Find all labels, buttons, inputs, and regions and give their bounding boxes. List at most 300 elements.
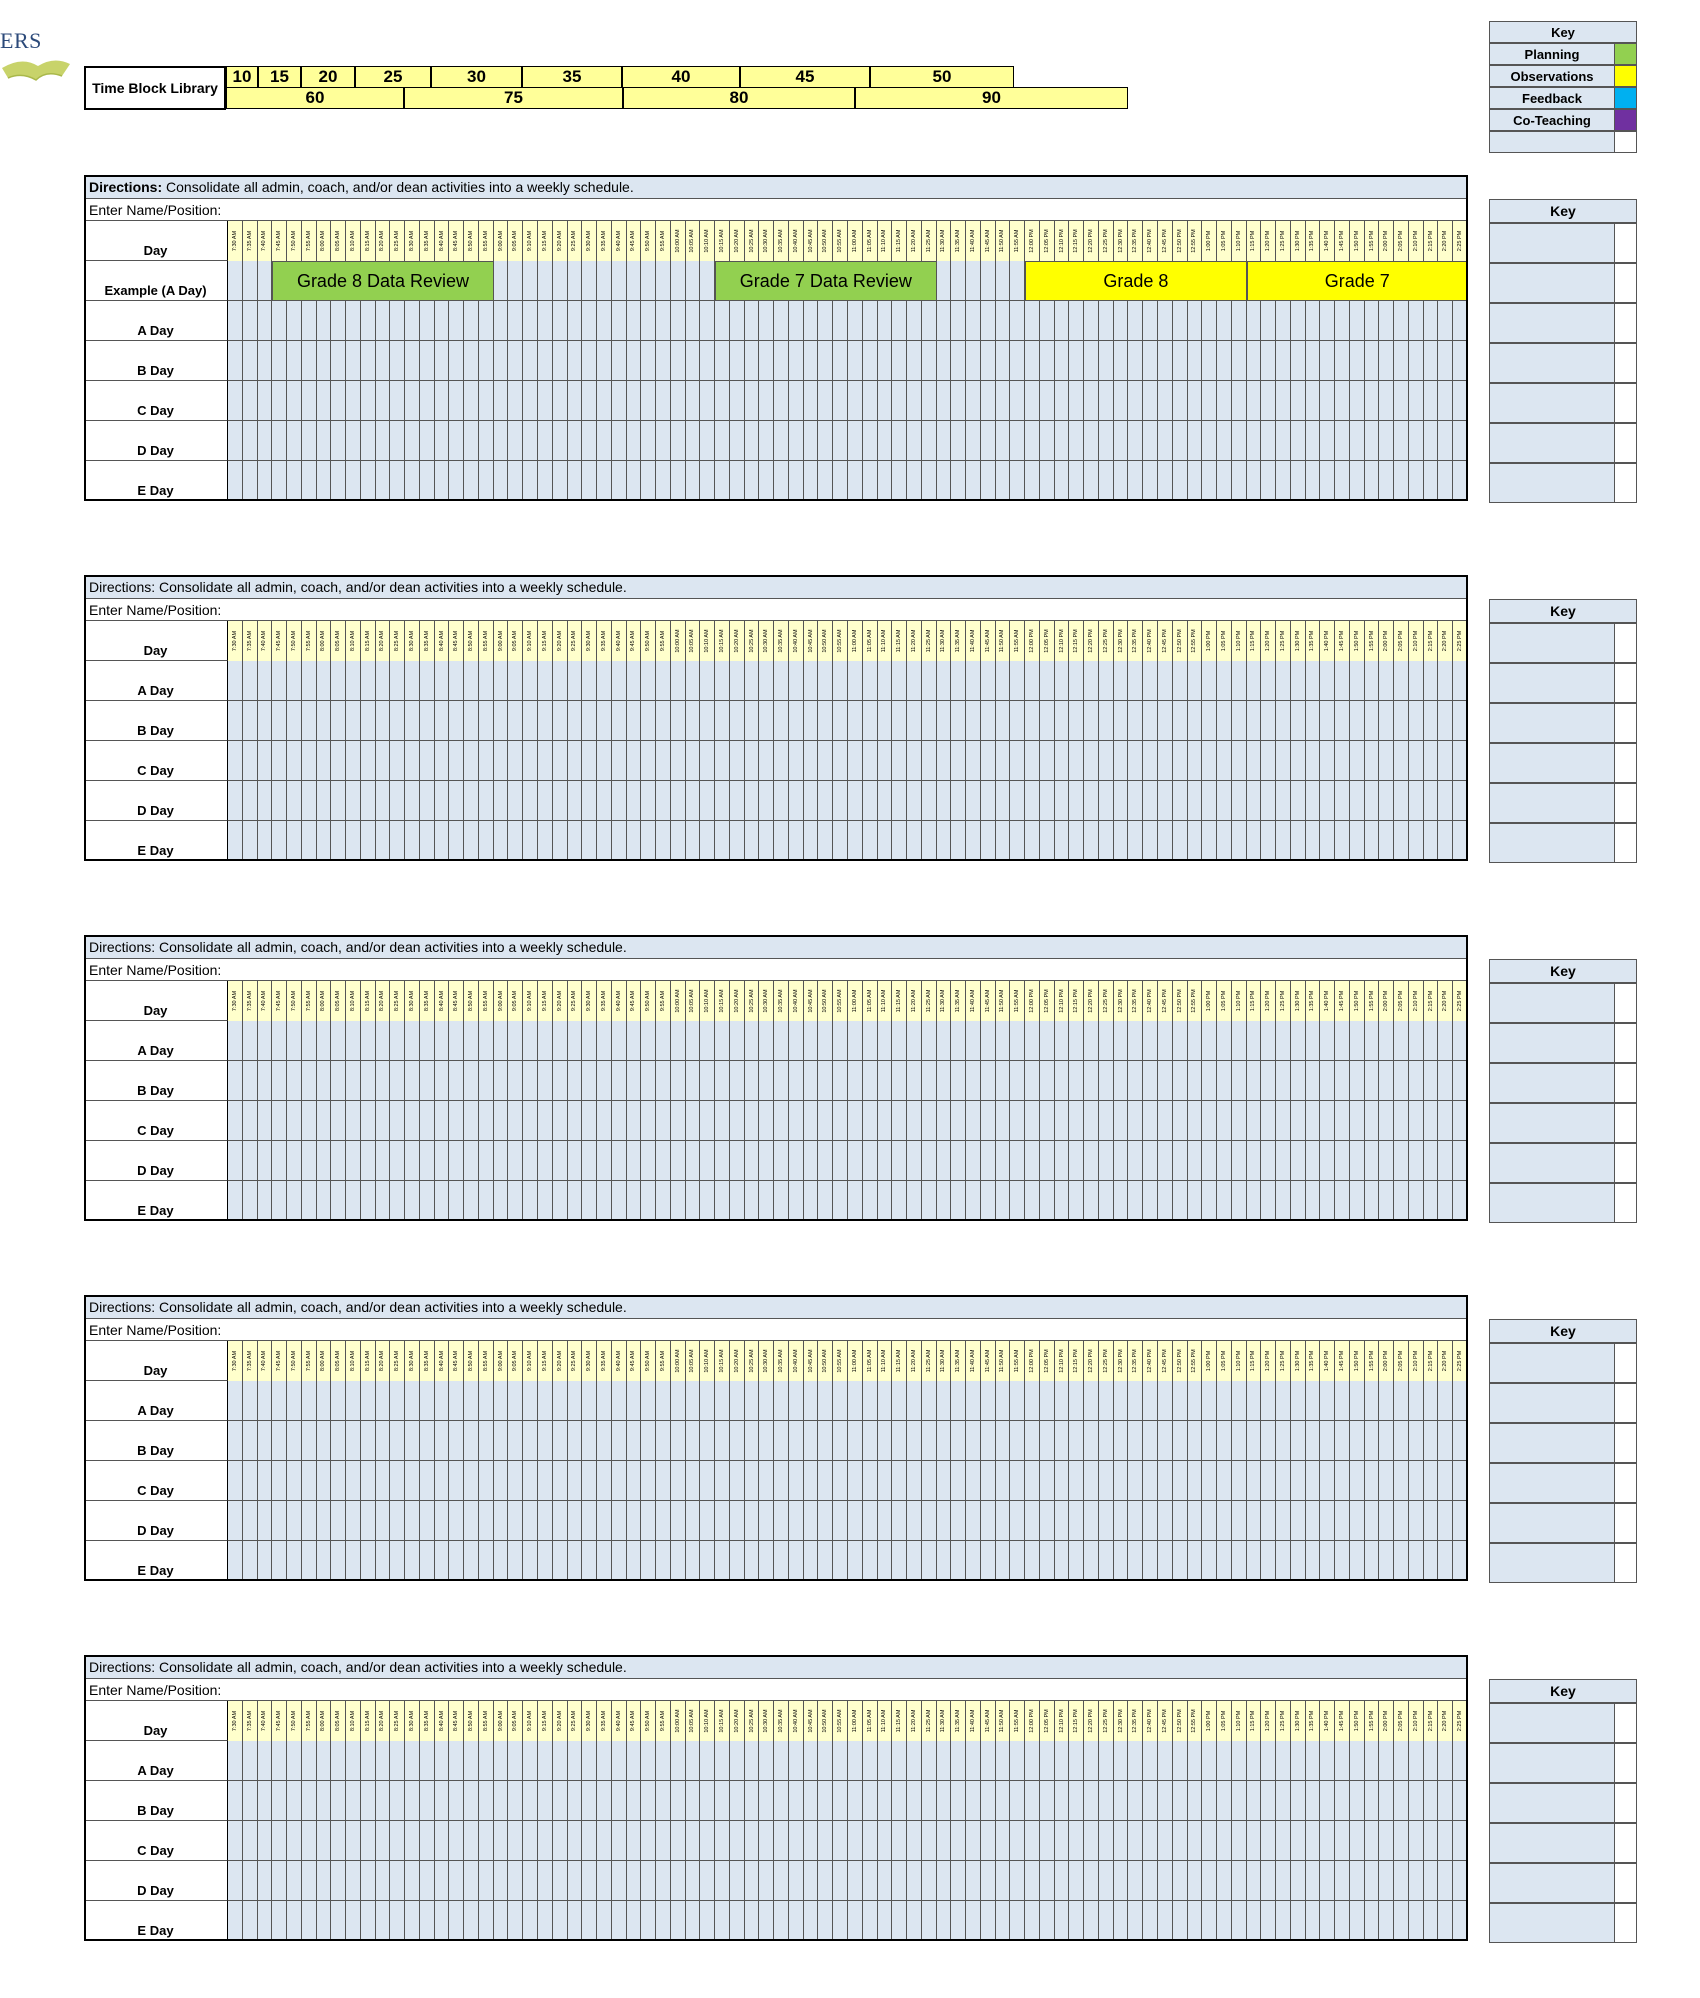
- schedule-cell[interactable]: [582, 1021, 597, 1061]
- schedule-cell[interactable]: [420, 421, 435, 461]
- schedule-cell[interactable]: [937, 1141, 952, 1181]
- schedule-cell[interactable]: [243, 1461, 258, 1501]
- schedule-cell[interactable]: [582, 1061, 597, 1101]
- schedule-cell[interactable]: [538, 1501, 553, 1541]
- schedule-cell[interactable]: [1217, 701, 1232, 741]
- schedule-cell[interactable]: [937, 741, 952, 781]
- schedule-cell[interactable]: [449, 421, 464, 461]
- schedule-cell[interactable]: [730, 1061, 745, 1101]
- schedule-cell[interactable]: [1335, 781, 1350, 821]
- schedule-cell[interactable]: [745, 1861, 760, 1901]
- schedule-cell[interactable]: [317, 421, 332, 461]
- schedule-cell[interactable]: [1010, 421, 1025, 461]
- schedule-cell[interactable]: [951, 1901, 966, 1941]
- schedule-cell[interactable]: [1350, 1741, 1365, 1781]
- schedule-cell[interactable]: [361, 741, 376, 781]
- schedule-cell[interactable]: [1040, 1101, 1055, 1141]
- schedule-cell[interactable]: [1261, 1141, 1276, 1181]
- schedule-cell[interactable]: [1365, 781, 1380, 821]
- schedule-cell[interactable]: [671, 741, 686, 781]
- schedule-cell[interactable]: [1173, 1741, 1188, 1781]
- schedule-cell[interactable]: [1128, 1781, 1143, 1821]
- schedule-cell[interactable]: [317, 661, 332, 701]
- schedule-cell[interactable]: [612, 821, 627, 861]
- schedule-key-cell[interactable]: [1489, 263, 1615, 303]
- schedule-cell[interactable]: [863, 701, 878, 741]
- schedule-cell[interactable]: [1247, 1781, 1262, 1821]
- schedule-cell[interactable]: [789, 1381, 804, 1421]
- schedule-cell[interactable]: [1173, 1381, 1188, 1421]
- schedule-cell[interactable]: [508, 1021, 523, 1061]
- schedule-cell[interactable]: [272, 1141, 287, 1181]
- schedule-cell[interactable]: [1069, 461, 1084, 501]
- schedule-cell[interactable]: [951, 261, 966, 301]
- schedule-cell[interactable]: [287, 1141, 302, 1181]
- schedule-cell[interactable]: [1143, 1101, 1158, 1141]
- schedule-cell[interactable]: [951, 1141, 966, 1181]
- schedule-cell[interactable]: [878, 1421, 893, 1461]
- schedule-cell[interactable]: [1394, 341, 1409, 381]
- schedule-cell[interactable]: [966, 301, 981, 341]
- schedule-cell[interactable]: [376, 1181, 391, 1221]
- schedule-key-cell[interactable]: [1489, 823, 1615, 863]
- schedule-cell[interactable]: [420, 661, 435, 701]
- schedule-cell[interactable]: [1128, 301, 1143, 341]
- schedule-cell[interactable]: [671, 781, 686, 821]
- schedule-cell[interactable]: [892, 341, 907, 381]
- schedule-cell[interactable]: [1099, 1781, 1114, 1821]
- schedule-cell[interactable]: [420, 741, 435, 781]
- schedule-cell[interactable]: [1261, 341, 1276, 381]
- schedule-cell[interactable]: [494, 701, 509, 741]
- schedule-cell[interactable]: [789, 1901, 804, 1941]
- schedule-cell[interactable]: [1040, 1381, 1055, 1421]
- schedule-cell[interactable]: [449, 1021, 464, 1061]
- schedule-cell[interactable]: [420, 1061, 435, 1101]
- schedule-cell[interactable]: [553, 421, 568, 461]
- schedule-cell[interactable]: [1291, 1421, 1306, 1461]
- schedule-cell[interactable]: [937, 381, 952, 421]
- schedule-cell[interactable]: [641, 1861, 656, 1901]
- schedule-cell[interactable]: [1232, 461, 1247, 501]
- schedule-cell[interactable]: [464, 1021, 479, 1061]
- schedule-cell[interactable]: [1291, 1861, 1306, 1901]
- schedule-cell[interactable]: [1084, 341, 1099, 381]
- schedule-cell[interactable]: [1320, 341, 1335, 381]
- schedule-cell[interactable]: [878, 1501, 893, 1541]
- schedule-cell[interactable]: [774, 1541, 789, 1581]
- schedule-cell[interactable]: [1453, 1061, 1468, 1101]
- schedule-cell[interactable]: [420, 381, 435, 421]
- schedule-cell[interactable]: [568, 261, 583, 301]
- schedule-cell[interactable]: [508, 1901, 523, 1941]
- schedule-cell[interactable]: [700, 1381, 715, 1421]
- schedule-cell[interactable]: [1232, 661, 1247, 701]
- schedule-cell[interactable]: [715, 1101, 730, 1141]
- schedule-cell[interactable]: [568, 1061, 583, 1101]
- schedule-cell[interactable]: [1261, 301, 1276, 341]
- schedule-cell[interactable]: [686, 1541, 701, 1581]
- schedule-cell[interactable]: [1055, 701, 1070, 741]
- schedule-cell[interactable]: [907, 1821, 922, 1861]
- schedule-cell[interactable]: [789, 1421, 804, 1461]
- schedule-cell[interactable]: [745, 421, 760, 461]
- schedule-cell[interactable]: [1114, 301, 1129, 341]
- schedule-cell[interactable]: [494, 261, 509, 301]
- schedule-cell[interactable]: [1188, 381, 1203, 421]
- schedule-key-swatch[interactable]: [1614, 623, 1637, 663]
- schedule-cell[interactable]: [272, 301, 287, 341]
- schedule-cell[interactable]: [523, 461, 538, 501]
- schedule-key-swatch[interactable]: [1614, 743, 1637, 783]
- schedule-cell[interactable]: [405, 1781, 420, 1821]
- schedule-cell[interactable]: [405, 341, 420, 381]
- schedule-cell[interactable]: [789, 1741, 804, 1781]
- schedule-cell[interactable]: [1202, 741, 1217, 781]
- schedule-cell[interactable]: [612, 461, 627, 501]
- schedule-cell[interactable]: [1350, 1461, 1365, 1501]
- schedule-key-cell[interactable]: [1489, 1823, 1615, 1863]
- schedule-key-swatch[interactable]: [1614, 1543, 1637, 1583]
- schedule-cell[interactable]: [759, 421, 774, 461]
- schedule-key-swatch[interactable]: [1614, 1383, 1637, 1423]
- schedule-cell[interactable]: [390, 1381, 405, 1421]
- schedule-cell[interactable]: [1261, 1061, 1276, 1101]
- schedule-cell[interactable]: [390, 1021, 405, 1061]
- schedule-cell[interactable]: [774, 301, 789, 341]
- schedule-cell[interactable]: [1010, 381, 1025, 421]
- schedule-cell[interactable]: [228, 1781, 243, 1821]
- schedule-cell[interactable]: [1320, 1861, 1335, 1901]
- schedule-cell[interactable]: [361, 781, 376, 821]
- schedule-cell[interactable]: [1350, 1501, 1365, 1541]
- schedule-cell[interactable]: [1276, 421, 1291, 461]
- schedule-cell[interactable]: [656, 1061, 671, 1101]
- schedule-cell[interactable]: [568, 1781, 583, 1821]
- schedule-cell[interactable]: [1069, 1781, 1084, 1821]
- schedule-cell[interactable]: [627, 1141, 642, 1181]
- schedule-cell[interactable]: [804, 1421, 819, 1461]
- schedule-cell[interactable]: [686, 781, 701, 821]
- schedule-cell[interactable]: [996, 1861, 1011, 1901]
- schedule-cell[interactable]: [1424, 381, 1439, 421]
- schedule-cell[interactable]: [892, 1101, 907, 1141]
- schedule-cell[interactable]: [951, 461, 966, 501]
- schedule-cell[interactable]: [1424, 1741, 1439, 1781]
- schedule-cell[interactable]: [390, 461, 405, 501]
- schedule-cell[interactable]: [597, 261, 612, 301]
- schedule-cell[interactable]: [878, 421, 893, 461]
- schedule-cell[interactable]: [1188, 1141, 1203, 1181]
- schedule-cell[interactable]: [1173, 1061, 1188, 1101]
- schedule-cell[interactable]: [1143, 341, 1158, 381]
- schedule-cell[interactable]: [671, 701, 686, 741]
- schedule-cell[interactable]: [449, 1501, 464, 1541]
- schedule-cell[interactable]: [1084, 1021, 1099, 1061]
- schedule-cell[interactable]: [715, 1861, 730, 1901]
- schedule-cell[interactable]: [1114, 1741, 1129, 1781]
- schedule-cell[interactable]: [1424, 1901, 1439, 1941]
- schedule-cell[interactable]: [922, 701, 937, 741]
- schedule-cell[interactable]: [804, 1741, 819, 1781]
- schedule-cell[interactable]: [538, 1821, 553, 1861]
- schedule-cell[interactable]: [951, 1181, 966, 1221]
- schedule-cell[interactable]: [1010, 1781, 1025, 1821]
- schedule-key-swatch[interactable]: [1614, 1143, 1637, 1183]
- schedule-cell[interactable]: [376, 1541, 391, 1581]
- schedule-cell[interactable]: [715, 1181, 730, 1221]
- schedule-cell[interactable]: [656, 661, 671, 701]
- schedule-cell[interactable]: [774, 1421, 789, 1461]
- schedule-cell[interactable]: [1217, 1181, 1232, 1221]
- schedule-cell[interactable]: [922, 1061, 937, 1101]
- schedule-cell[interactable]: [700, 701, 715, 741]
- schedule-cell[interactable]: [1365, 741, 1380, 781]
- schedule-cell[interactable]: [405, 781, 420, 821]
- schedule-cell[interactable]: [1232, 1381, 1247, 1421]
- schedule-cell[interactable]: [568, 1821, 583, 1861]
- schedule-cell[interactable]: [523, 1781, 538, 1821]
- schedule-cell[interactable]: [818, 661, 833, 701]
- schedule-cell[interactable]: [715, 1141, 730, 1181]
- schedule-cell[interactable]: [1365, 1021, 1380, 1061]
- schedule-cell[interactable]: [996, 741, 1011, 781]
- schedule-cell[interactable]: [1173, 1821, 1188, 1861]
- schedule-cell[interactable]: [1143, 1861, 1158, 1901]
- schedule-cell[interactable]: [922, 741, 937, 781]
- schedule-cell[interactable]: [317, 1381, 332, 1421]
- schedule-cell[interactable]: [582, 1141, 597, 1181]
- schedule-cell[interactable]: [878, 821, 893, 861]
- schedule-cell[interactable]: [863, 1821, 878, 1861]
- schedule-cell[interactable]: [1453, 1541, 1468, 1581]
- schedule-cell[interactable]: [331, 1101, 346, 1141]
- schedule-cell[interactable]: [302, 1501, 317, 1541]
- schedule-cell[interactable]: [1261, 1181, 1276, 1221]
- schedule-cell[interactable]: [553, 741, 568, 781]
- schedule-cell[interactable]: [449, 1181, 464, 1221]
- schedule-cell[interactable]: [1291, 1181, 1306, 1221]
- schedule-cell[interactable]: [1453, 1741, 1468, 1781]
- schedule-cell[interactable]: [494, 1101, 509, 1141]
- schedule-cell[interactable]: [361, 1861, 376, 1901]
- schedule-key-cell[interactable]: [1489, 1343, 1615, 1383]
- schedule-cell[interactable]: [774, 661, 789, 701]
- schedule-cell[interactable]: [346, 1501, 361, 1541]
- schedule-cell[interactable]: [479, 1141, 494, 1181]
- schedule-cell[interactable]: [1069, 661, 1084, 701]
- schedule-cell[interactable]: [390, 1421, 405, 1461]
- schedule-cell[interactable]: [1453, 1501, 1468, 1541]
- schedule-cell[interactable]: [1335, 1901, 1350, 1941]
- schedule-cell[interactable]: [641, 1421, 656, 1461]
- schedule-cell[interactable]: [582, 1901, 597, 1941]
- schedule-cell[interactable]: [449, 1061, 464, 1101]
- schedule-cell[interactable]: [981, 701, 996, 741]
- schedule-cell[interactable]: [523, 1861, 538, 1901]
- schedule-cell[interactable]: [818, 1781, 833, 1821]
- schedule-cell[interactable]: [405, 1061, 420, 1101]
- schedule-key-swatch[interactable]: [1614, 383, 1637, 423]
- schedule-cell[interactable]: [1247, 741, 1262, 781]
- schedule-cell[interactable]: [996, 781, 1011, 821]
- schedule-cell[interactable]: [686, 1421, 701, 1461]
- schedule-cell[interactable]: [1424, 301, 1439, 341]
- schedule-cell[interactable]: [1365, 1861, 1380, 1901]
- schedule-cell[interactable]: [243, 661, 258, 701]
- schedule-cell[interactable]: [892, 1421, 907, 1461]
- schedule-cell[interactable]: [1114, 701, 1129, 741]
- schedule-cell[interactable]: [258, 701, 273, 741]
- schedule-cell[interactable]: [981, 261, 996, 301]
- schedule-cell[interactable]: [892, 1061, 907, 1101]
- schedule-cell[interactable]: [892, 1541, 907, 1581]
- schedule-cell[interactable]: [449, 821, 464, 861]
- schedule-cell[interactable]: [1084, 1741, 1099, 1781]
- schedule-cell[interactable]: [1114, 1021, 1129, 1061]
- schedule-cell[interactable]: [538, 781, 553, 821]
- schedule-cell[interactable]: [1040, 301, 1055, 341]
- schedule-cell[interactable]: [1424, 1101, 1439, 1141]
- schedule-cell[interactable]: [641, 821, 656, 861]
- schedule-cell[interactable]: [996, 1021, 1011, 1061]
- schedule-cell[interactable]: [597, 1181, 612, 1221]
- schedule-cell[interactable]: [1158, 421, 1173, 461]
- schedule-cell[interactable]: [346, 421, 361, 461]
- schedule-cell[interactable]: [405, 1421, 420, 1461]
- schedule-cell[interactable]: [1040, 1141, 1055, 1181]
- schedule-cell[interactable]: [331, 1541, 346, 1581]
- schedule-cell[interactable]: [1424, 741, 1439, 781]
- schedule-cell[interactable]: [420, 1741, 435, 1781]
- schedule-cell[interactable]: [966, 1021, 981, 1061]
- schedule-cell[interactable]: [966, 1821, 981, 1861]
- schedule-cell[interactable]: [892, 1381, 907, 1421]
- schedule-cell[interactable]: [390, 1141, 405, 1181]
- schedule-cell[interactable]: [1320, 421, 1335, 461]
- schedule-cell[interactable]: [804, 821, 819, 861]
- schedule-cell[interactable]: [435, 1741, 450, 1781]
- schedule-cell[interactable]: [1365, 1181, 1380, 1221]
- schedule-cell[interactable]: [287, 701, 302, 741]
- schedule-cell[interactable]: [523, 381, 538, 421]
- schedule-cell[interactable]: [671, 1021, 686, 1061]
- schedule-cell[interactable]: [1010, 1541, 1025, 1581]
- schedule-cell[interactable]: [523, 1461, 538, 1501]
- schedule-cell[interactable]: [317, 1781, 332, 1821]
- schedule-cell[interactable]: [1247, 701, 1262, 741]
- schedule-cell[interactable]: [390, 1061, 405, 1101]
- schedule-cell[interactable]: [1158, 1541, 1173, 1581]
- schedule-cell[interactable]: [1306, 1061, 1321, 1101]
- schedule-cell[interactable]: [361, 381, 376, 421]
- schedule-cell[interactable]: [1438, 421, 1453, 461]
- schedule-cell[interactable]: [1025, 1061, 1040, 1101]
- schedule-cell[interactable]: [1040, 1461, 1055, 1501]
- schedule-cell[interactable]: [1232, 821, 1247, 861]
- schedule-cell[interactable]: [1173, 1901, 1188, 1941]
- schedule-cell[interactable]: [597, 821, 612, 861]
- activity-block[interactable]: Grade 8: [1025, 261, 1246, 301]
- schedule-cell[interactable]: [966, 1501, 981, 1541]
- schedule-cell[interactable]: [1335, 1381, 1350, 1421]
- schedule-cell[interactable]: [346, 1101, 361, 1141]
- schedule-cell[interactable]: [1379, 1181, 1394, 1221]
- schedule-cell[interactable]: [1055, 1421, 1070, 1461]
- schedule-cell[interactable]: [1099, 1421, 1114, 1461]
- schedule-cell[interactable]: [317, 1821, 332, 1861]
- schedule-cell[interactable]: [1202, 821, 1217, 861]
- schedule-cell[interactable]: [1232, 1821, 1247, 1861]
- schedule-cell[interactable]: [863, 341, 878, 381]
- schedule-cell[interactable]: [907, 781, 922, 821]
- schedule-cell[interactable]: [745, 1381, 760, 1421]
- schedule-cell[interactable]: [1306, 821, 1321, 861]
- schedule-cell[interactable]: [538, 1061, 553, 1101]
- schedule-cell[interactable]: [346, 461, 361, 501]
- schedule-cell[interactable]: [818, 1821, 833, 1861]
- schedule-cell[interactable]: [878, 381, 893, 421]
- schedule-cell[interactable]: [1099, 701, 1114, 741]
- schedule-cell[interactable]: [449, 1821, 464, 1861]
- schedule-cell[interactable]: [464, 381, 479, 421]
- schedule-cell[interactable]: [494, 1061, 509, 1101]
- schedule-cell[interactable]: [1276, 701, 1291, 741]
- schedule-cell[interactable]: [302, 301, 317, 341]
- schedule-cell[interactable]: [1128, 781, 1143, 821]
- schedule-cell[interactable]: [1247, 1021, 1262, 1061]
- schedule-cell[interactable]: [1040, 1501, 1055, 1541]
- schedule-cell[interactable]: [1114, 461, 1129, 501]
- schedule-cell[interactable]: [759, 661, 774, 701]
- schedule-cell[interactable]: [1424, 341, 1439, 381]
- schedule-cell[interactable]: [1055, 421, 1070, 461]
- schedule-cell[interactable]: [848, 1501, 863, 1541]
- schedule-cell[interactable]: [774, 1101, 789, 1141]
- schedule-cell[interactable]: [1424, 1381, 1439, 1421]
- schedule-cell[interactable]: [1306, 701, 1321, 741]
- schedule-cell[interactable]: [1365, 1381, 1380, 1421]
- schedule-key-swatch[interactable]: [1614, 1823, 1637, 1863]
- schedule-key-cell[interactable]: [1489, 1183, 1615, 1223]
- schedule-cell[interactable]: [464, 701, 479, 741]
- schedule-cell[interactable]: [1173, 421, 1188, 461]
- schedule-cell[interactable]: [1114, 821, 1129, 861]
- schedule-cell[interactable]: [1247, 1421, 1262, 1461]
- schedule-cell[interactable]: [937, 1501, 952, 1541]
- schedule-cell[interactable]: [1217, 301, 1232, 341]
- schedule-cell[interactable]: [553, 461, 568, 501]
- schedule-cell[interactable]: [538, 1101, 553, 1141]
- schedule-cell[interactable]: [1114, 1821, 1129, 1861]
- schedule-cell[interactable]: [523, 1541, 538, 1581]
- schedule-cell[interactable]: [523, 821, 538, 861]
- schedule-cell[interactable]: [996, 261, 1011, 301]
- schedule-cell[interactable]: [1394, 1861, 1409, 1901]
- schedule-cell[interactable]: [1010, 1021, 1025, 1061]
- schedule-cell[interactable]: [1010, 1501, 1025, 1541]
- schedule-cell[interactable]: [1114, 1181, 1129, 1221]
- schedule-cell[interactable]: [258, 1741, 273, 1781]
- schedule-cell[interactable]: [1424, 1861, 1439, 1901]
- schedule-cell[interactable]: [228, 1101, 243, 1141]
- schedule-cell[interactable]: [804, 421, 819, 461]
- schedule-cell[interactable]: [494, 1741, 509, 1781]
- schedule-cell[interactable]: [1320, 1541, 1335, 1581]
- schedule-cell[interactable]: [494, 1421, 509, 1461]
- schedule-cell[interactable]: [1291, 1101, 1306, 1141]
- schedule-cell[interactable]: [597, 1501, 612, 1541]
